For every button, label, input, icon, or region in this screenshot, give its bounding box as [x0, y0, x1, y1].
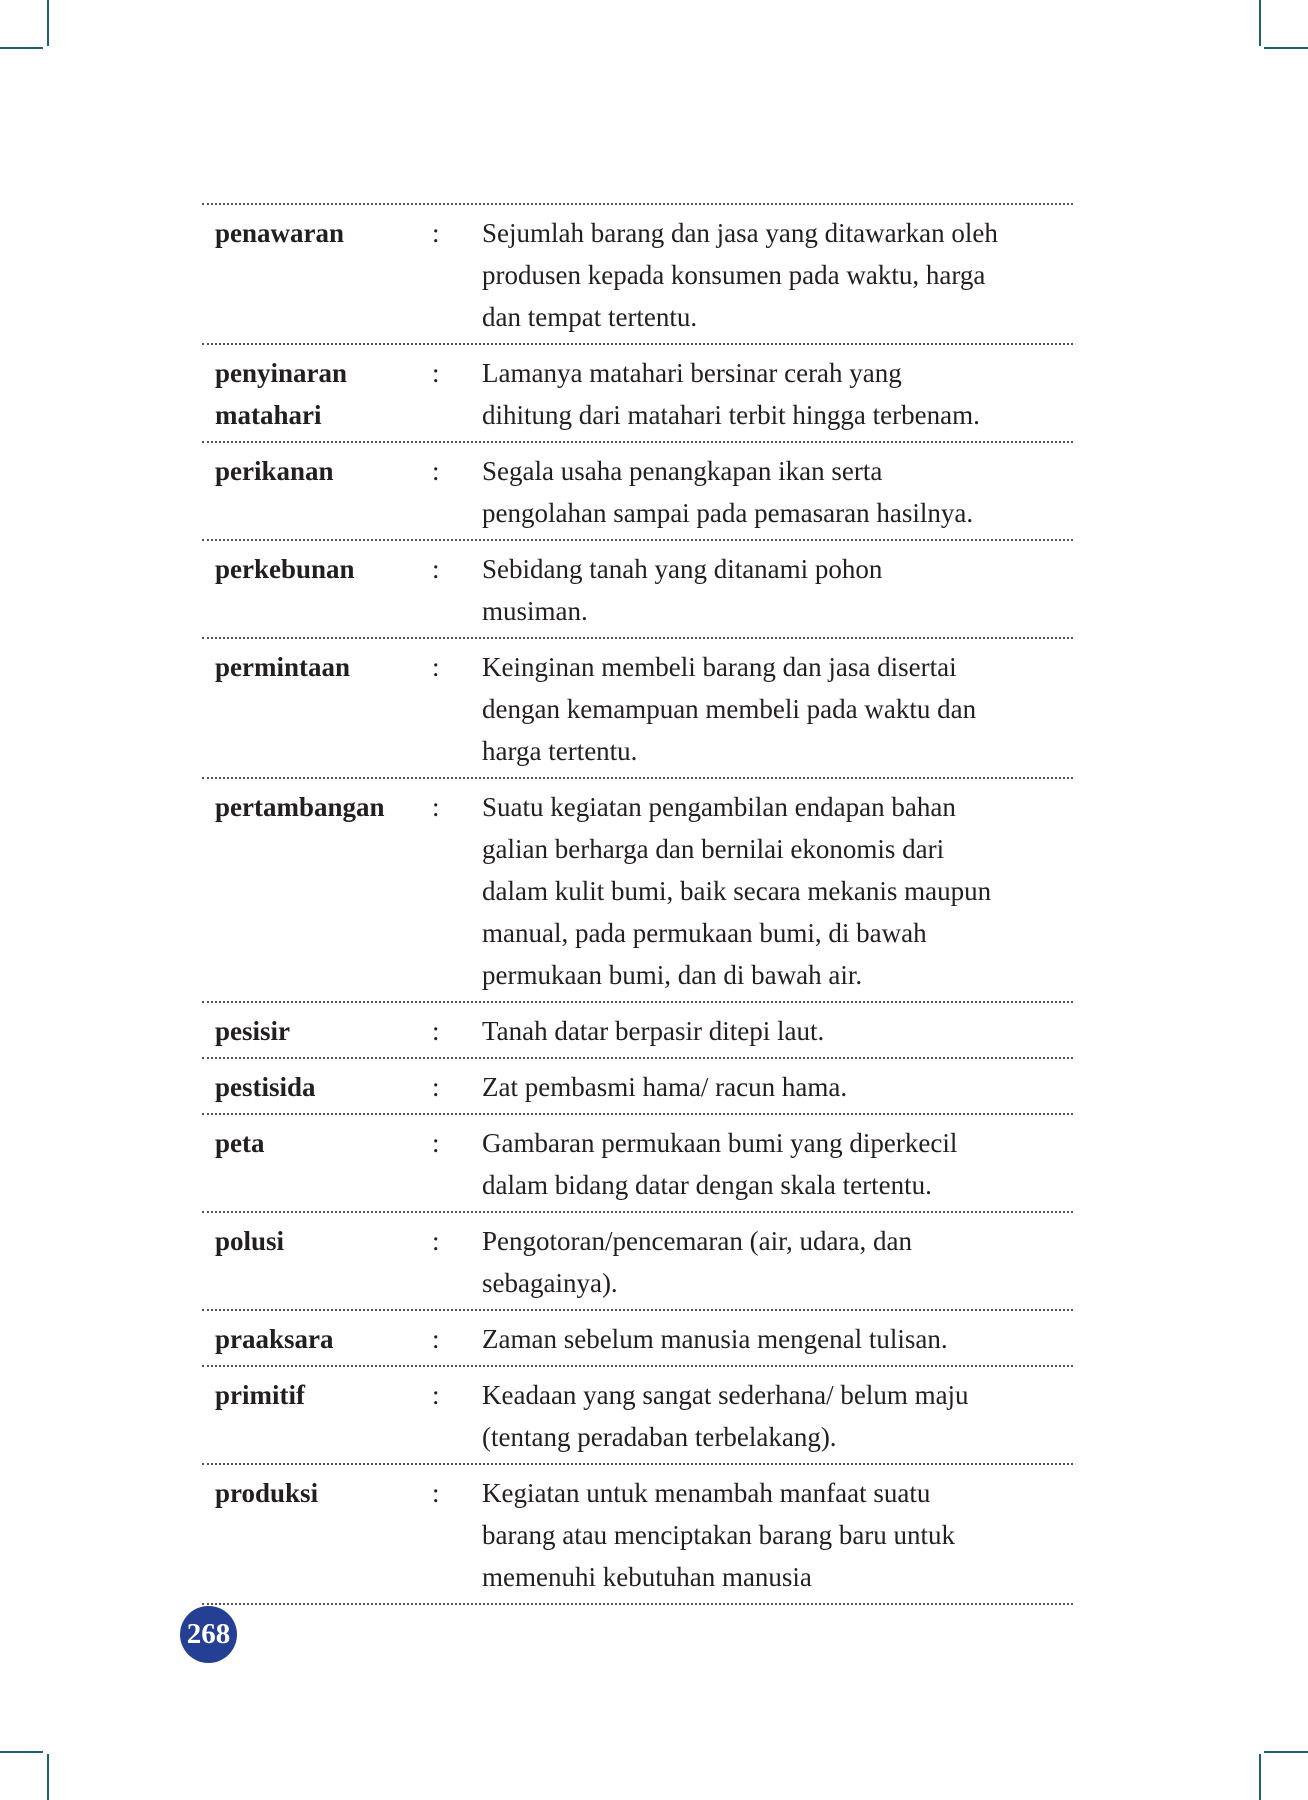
definition-line: dalam kulit bumi, baik secara mekanis maupun	[482, 876, 992, 906]
separator-colon: :	[432, 652, 440, 682]
glossary-term	[202, 1220, 432, 1304]
definition-line: Sejumlah barang dan jasa yang ditawarkan oleh	[482, 218, 998, 248]
crop-mark-top-left-h	[0, 47, 43, 49]
glossary-entry	[202, 443, 1073, 541]
term-line: produksi	[215, 1478, 319, 1508]
glossary-entry	[202, 1311, 1073, 1367]
definition-line: produsen kepada konsumen pada waktu, harga	[482, 260, 986, 290]
definition-line: Gambaran permukaan bumi yang diperkecil	[482, 1128, 958, 1158]
definition-line: Kegiatan untuk menambah manfaat suatu	[482, 1478, 931, 1508]
term-line: pestisida	[215, 1072, 316, 1102]
definition-line: Zaman sebelum manusia mengenal tulisan.	[482, 1324, 948, 1354]
term-line: permintaan	[215, 652, 350, 682]
definition-line: galian berharga dan bernilai ekonomis dari	[482, 834, 945, 864]
definition-line: barang atau menciptakan barang baru untuk	[482, 1520, 956, 1550]
glossary-entry	[202, 639, 1073, 779]
page-number-badge: 268	[180, 1606, 237, 1663]
definition-line: Pengotoran/pencemaran (air, udara, dan	[482, 1226, 912, 1256]
glossary-entry	[202, 1115, 1073, 1213]
term-line: peta	[215, 1128, 265, 1158]
definition-line: memenuhi kebutuhan manusia	[482, 1562, 812, 1592]
term-line: primitif	[215, 1380, 305, 1410]
definition-line: musiman.	[482, 596, 588, 626]
term-line: perkebunan	[215, 554, 355, 584]
glossary-definition	[482, 646, 1073, 772]
definition-line: sebagainya).	[482, 1268, 618, 1298]
definition-line: Segala usaha penangkapan ikan serta	[482, 456, 883, 486]
glossary-entry	[202, 205, 1073, 345]
definition-line: harga tertentu.	[482, 736, 638, 766]
glossary-term	[202, 1318, 432, 1360]
glossary-entry	[202, 541, 1073, 639]
crop-mark-bottom-left-h	[0, 1751, 43, 1753]
term-line: penyinaran	[215, 358, 348, 388]
glossary-term	[202, 1472, 432, 1598]
definition-line: permukaan bumi, dan di bawah air.	[482, 960, 863, 990]
term-line: pertambangan	[215, 792, 385, 822]
glossary-term	[202, 212, 432, 338]
glossary-definition	[482, 548, 1073, 632]
glossary-term	[202, 352, 432, 436]
separator-colon: :	[432, 1478, 440, 1508]
definition-line: dihitung dari matahari terbit hingga terbenam.	[482, 400, 980, 430]
crop-mark-top-right-h	[1264, 47, 1308, 49]
glossary-term	[202, 786, 432, 996]
separator-colon: :	[432, 358, 440, 388]
term-line: pesisir	[215, 1016, 291, 1046]
glossary-definition	[482, 1010, 1073, 1052]
definition-line: (tentang peradaban terbelakang).	[482, 1422, 837, 1452]
separator-colon: :	[432, 1226, 440, 1256]
glossary-entry	[202, 1465, 1073, 1605]
glossary-entry	[202, 1059, 1073, 1115]
definition-line: pengolahan sampai pada pemasaran hasilnya.	[482, 498, 974, 528]
glossary-term	[202, 1010, 432, 1052]
separator-colon: :	[432, 792, 440, 822]
crop-mark-bottom-left-v	[47, 1754, 49, 1800]
separator-colon: :	[432, 1324, 440, 1354]
term-line: polusi	[215, 1226, 285, 1256]
glossary-definition	[482, 212, 1073, 338]
separator-colon: :	[432, 218, 440, 248]
glossary-definition	[482, 1318, 1073, 1360]
glossary-entry	[202, 1213, 1073, 1311]
definition-line: Zat pembasmi hama/ racun hama.	[482, 1072, 848, 1102]
glossary-definition	[482, 1122, 1073, 1206]
separator-colon: :	[432, 554, 440, 584]
glossary-definition	[482, 786, 1073, 996]
separator-colon: :	[432, 456, 440, 486]
glossary-definition	[482, 450, 1073, 534]
definition-line: Suatu kegiatan pengambilan endapan bahan	[482, 792, 956, 822]
term-line: perikanan	[215, 456, 334, 486]
glossary-entry	[202, 779, 1073, 1003]
glossary-term	[202, 646, 432, 772]
definition-line: Sebidang tanah yang ditanami pohon	[482, 554, 883, 584]
term-line: matahari	[215, 400, 322, 430]
crop-mark-bottom-right-v	[1259, 1754, 1261, 1800]
separator-colon: :	[432, 1380, 440, 1410]
definition-line: Tanah datar berpasir ditepi laut.	[482, 1016, 825, 1046]
glossary-definition	[482, 352, 1073, 436]
glossary-term	[202, 1374, 432, 1458]
glossary-entry	[202, 1367, 1073, 1465]
glossary-term	[202, 548, 432, 632]
separator-colon: :	[432, 1016, 440, 1046]
definition-line: Lamanya matahari bersinar cerah yang	[482, 358, 902, 388]
glossary-list	[202, 203, 1073, 1605]
glossary-term	[202, 1066, 432, 1108]
glossary-definition	[482, 1066, 1073, 1108]
definition-line: dalam bidang datar dengan skala tertentu.	[482, 1170, 932, 1200]
separator-colon: :	[432, 1128, 440, 1158]
crop-mark-top-right-v	[1259, 0, 1261, 46]
definition-line: dengan kemampuan membeli pada waktu dan	[482, 694, 977, 724]
definition-line: Keinginan membeli barang dan jasa disertai	[482, 652, 957, 682]
definition-line: dan tempat tertentu.	[482, 302, 698, 332]
glossary-term	[202, 450, 432, 534]
glossary-entry	[202, 1003, 1073, 1059]
separator-colon: :	[432, 1072, 440, 1102]
crop-mark-bottom-right-h	[1264, 1751, 1308, 1753]
glossary-definition	[482, 1472, 1073, 1598]
crop-mark-top-left-v	[47, 0, 49, 46]
term-line: penawaran	[215, 218, 345, 248]
glossary-definition	[482, 1220, 1073, 1304]
definition-line: Keadaan yang sangat sederhana/ belum maju	[482, 1380, 969, 1410]
glossary-entry	[202, 345, 1073, 443]
term-line: praaksara	[215, 1324, 334, 1354]
definition-line: manual, pada permukaan bumi, di bawah	[482, 918, 927, 948]
glossary-definition	[482, 1374, 1073, 1458]
glossary-term	[202, 1122, 432, 1206]
